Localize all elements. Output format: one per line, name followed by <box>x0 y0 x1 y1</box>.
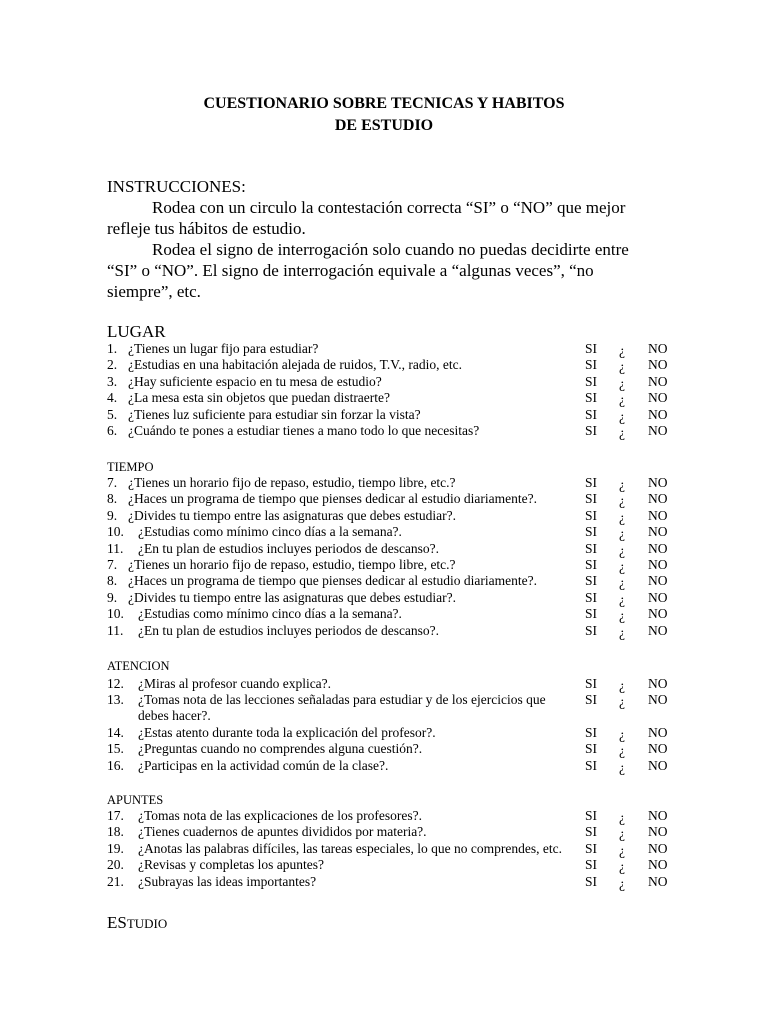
answer-maybe: ¿ <box>619 575 625 591</box>
answer-no: NO <box>648 573 668 589</box>
question-row <box>107 423 677 439</box>
answer-si: SI <box>585 589 598 605</box>
question-number: 2. <box>107 357 118 373</box>
question-number: 6. <box>107 423 118 438</box>
question-text: ¿Haces un programa de tiempo que pienses dedicar al estudio diariamente?. <box>128 573 537 589</box>
answer-maybe: ¿ <box>619 875 625 891</box>
question-text: ¿La mesa esta sin objetos que puedan distraerte? <box>128 390 391 406</box>
question-row <box>107 874 677 890</box>
instructions-paragraph-2: Rodea el signo de interrogación solo cuando no puedas decidirte entre “SI” o “NO”. El signo de interrogación equivale a “algunas veces”, “no siempre”, etc. <box>107 240 629 301</box>
question-row <box>107 676 677 692</box>
answer-maybe: ¿ <box>619 608 625 624</box>
answer-no: NO <box>648 557 668 572</box>
question-number: 15. <box>107 741 124 757</box>
question-number: 21. <box>107 873 124 889</box>
question-row <box>107 491 677 507</box>
question-row <box>107 341 677 357</box>
answer-no: NO <box>648 373 668 389</box>
answer-maybe: ¿ <box>619 759 625 775</box>
answer-si: SI <box>585 373 598 389</box>
answer-maybe: ¿ <box>619 477 625 492</box>
question-text: ¿Preguntas cuando no comprendes alguna cuestión?. <box>138 741 423 757</box>
instructions-heading: INSTRUCCIONES: <box>107 177 246 196</box>
answer-no: NO <box>648 491 668 507</box>
answer-si: SI <box>585 390 598 406</box>
section-title-lugar: LUGAR <box>107 322 166 341</box>
question-text: ¿Tienes un lugar fijo para estudiar? <box>128 341 319 356</box>
answer-maybe: ¿ <box>619 591 625 607</box>
question-text: ¿Anotas las palabras difíciles, las tareas especiales, lo que no comprendes, etc. <box>138 840 562 856</box>
answer-maybe: ¿ <box>619 343 625 358</box>
question-row <box>107 758 677 774</box>
section-title-tiempo: TIEMPO <box>107 460 154 474</box>
question-text: ¿Tienes un horario fijo de repaso, estudio, tiempo libre, etc.? <box>128 475 456 490</box>
question-row <box>107 541 677 557</box>
question-number: 18. <box>107 824 124 840</box>
answer-si: SI <box>585 741 598 757</box>
answer-si: SI <box>585 824 598 840</box>
question-row <box>107 606 677 622</box>
question-text: ¿Hay suficiente espacio en tu mesa de estudio? <box>128 373 382 389</box>
answer-no: NO <box>648 406 668 422</box>
estudio-cap: ES <box>107 913 127 932</box>
answer-maybe: ¿ <box>619 526 625 542</box>
answer-si: SI <box>585 491 598 507</box>
question-text: ¿Divides tu tiempo entre las asignaturas que debes estudiar?. <box>128 589 457 605</box>
question-row <box>107 524 677 540</box>
answer-no: NO <box>648 622 668 638</box>
question-text: ¿Subrayas las ideas importantes? <box>138 873 317 889</box>
question-number: 8. <box>107 573 118 589</box>
answer-no: NO <box>648 507 668 523</box>
question-row <box>107 573 677 589</box>
answer-si: SI <box>585 873 598 889</box>
answer-no: NO <box>648 341 668 356</box>
question-text: ¿En tu plan de estudios incluyes periodos de descanso?. <box>138 540 440 556</box>
question-text: ¿Estudias como mínimo cinco días a la semana?. <box>138 524 402 540</box>
question-row <box>107 741 677 757</box>
question-text: ¿Participas en la actividad común de la clase?. <box>138 757 389 773</box>
question-number: 8. <box>107 491 118 507</box>
question-number: 19. <box>107 840 124 856</box>
question-number: 7. <box>107 475 118 490</box>
answer-si: SI <box>585 724 598 740</box>
answer-si: SI <box>585 557 598 572</box>
answer-maybe: ¿ <box>619 359 625 375</box>
answer-maybe: ¿ <box>619 392 625 408</box>
answer-maybe: ¿ <box>619 542 625 558</box>
answer-maybe: ¿ <box>619 624 625 640</box>
answer-maybe: ¿ <box>619 425 625 440</box>
answer-no: NO <box>648 757 668 773</box>
section-title-apuntes: APUNTES <box>107 793 164 807</box>
answer-si: SI <box>585 676 598 691</box>
answer-no: NO <box>648 390 668 406</box>
answer-maybe: ¿ <box>619 559 625 574</box>
answer-no: NO <box>648 741 668 757</box>
question-text: ¿Tienes cuadernos de apuntes divididos por materia?. <box>138 824 427 840</box>
question-number: 5. <box>107 406 118 422</box>
answer-si: SI <box>585 857 598 873</box>
answer-maybe: ¿ <box>619 375 625 391</box>
answer-no: NO <box>648 808 668 823</box>
answer-si: SI <box>585 622 598 638</box>
answer-no: NO <box>648 692 668 708</box>
section-title-estudio <box>107 913 167 934</box>
answer-si: SI <box>585 606 598 622</box>
question-number: 9. <box>107 507 118 523</box>
question-row <box>107 692 677 724</box>
question-row <box>107 508 677 524</box>
question-number: 7. <box>107 557 118 572</box>
answer-no: NO <box>648 606 668 622</box>
answer-maybe: ¿ <box>619 678 625 693</box>
answer-si: SI <box>585 840 598 856</box>
question-number: 14. <box>107 724 124 740</box>
question-number: 20. <box>107 857 124 873</box>
question-number: 17. <box>107 808 124 823</box>
answer-no: NO <box>648 589 668 605</box>
answer-maybe: ¿ <box>619 694 625 710</box>
question-text: ¿Estudias en una habitación alejada de ruidos, T.V., radio, etc. <box>128 357 463 373</box>
section-title-atencion: ATENCION <box>107 659 170 673</box>
answer-si: SI <box>585 357 598 373</box>
question-number: 4. <box>107 390 118 406</box>
instructions-paragraph-1: Rodea con un circulo la contestación correcta “SI” o “NO” que mejor refleje tus hábitos de estudio. <box>107 198 626 238</box>
answer-si: SI <box>585 540 598 556</box>
question-number: 10. <box>107 606 124 622</box>
question-row <box>107 557 677 573</box>
answer-no: NO <box>648 676 668 691</box>
answer-no: NO <box>648 840 668 856</box>
answer-maybe: ¿ <box>619 826 625 842</box>
answer-no: NO <box>648 724 668 740</box>
answer-si: SI <box>585 808 598 823</box>
question-number: 3. <box>107 373 118 389</box>
answer-si: SI <box>585 406 598 422</box>
answer-maybe: ¿ <box>619 509 625 525</box>
question-number: 11. <box>107 540 124 556</box>
question-text: ¿Tomas nota de las lecciones señaladas para estudiar y de los ejercicios que <box>138 692 546 708</box>
question-text: ¿Tienes luz suficiente para estudiar sin forzar la vista? <box>128 406 421 422</box>
question-text: ¿Divides tu tiempo entre las asignaturas que debes estudiar?. <box>128 507 457 523</box>
answer-no: NO <box>648 357 668 373</box>
question-row <box>107 808 677 824</box>
answer-si: SI <box>585 341 598 356</box>
answer-maybe: ¿ <box>619 493 625 509</box>
question-text: ¿Tienes un horario fijo de repaso, estudio, tiempo libre, etc.? <box>128 557 456 572</box>
answer-no: NO <box>648 524 668 540</box>
question-number: 12. <box>107 676 124 691</box>
question-text: ¿Cuándo te pones a estudiar tienes a mano todo lo que necesitas? <box>128 423 480 438</box>
answer-no: NO <box>648 540 668 556</box>
question-number: 11. <box>107 622 124 638</box>
question-row <box>107 374 677 390</box>
question-number: 9. <box>107 589 118 605</box>
answer-maybe: ¿ <box>619 810 625 825</box>
answer-no: NO <box>648 423 668 438</box>
instructions-block <box>107 176 655 302</box>
question-text: ¿Haces un programa de tiempo que pienses dedicar al estudio diariamente?. <box>128 491 537 507</box>
question-text: ¿Revisas y completas los apuntes? <box>138 857 324 873</box>
question-row <box>107 857 677 873</box>
answer-no: NO <box>648 873 668 889</box>
answer-si: SI <box>585 524 598 540</box>
answer-maybe: ¿ <box>619 859 625 875</box>
question-number: 1. <box>107 341 118 356</box>
question-row <box>107 407 677 423</box>
document-title-line-2: DE ESTUDIO <box>334 117 434 134</box>
answer-no: NO <box>648 857 668 873</box>
question-text: ¿Tomas nota de las explicaciones de los profesores?. <box>138 808 422 823</box>
question-row <box>107 824 677 840</box>
question-text-continued: debes hacer?. <box>138 708 211 724</box>
question-number: 16. <box>107 757 124 773</box>
question-number: 13. <box>107 692 124 708</box>
answer-maybe: ¿ <box>619 408 625 424</box>
answer-no: NO <box>648 475 668 490</box>
answer-si: SI <box>585 423 598 438</box>
answer-si: SI <box>585 475 598 490</box>
question-text: ¿Miras al profesor cuando explica?. <box>138 676 332 691</box>
answer-si: SI <box>585 573 598 589</box>
estudio-rest: TUDIO <box>126 916 168 931</box>
answer-maybe: ¿ <box>619 726 625 742</box>
question-number: 10. <box>107 524 124 540</box>
question-row <box>107 357 677 373</box>
answer-si: SI <box>585 692 598 708</box>
document-title-line-1: CUESTIONARIO SOBRE TECNICAS Y HABITOS <box>203 95 565 112</box>
question-text: ¿En tu plan de estudios incluyes periodos de descanso?. <box>138 622 440 638</box>
question-row <box>107 590 677 606</box>
question-row <box>107 623 677 639</box>
question-text: ¿Estudias como mínimo cinco días a la semana?. <box>138 606 402 622</box>
answer-si: SI <box>585 507 598 523</box>
answer-si: SI <box>585 757 598 773</box>
question-row <box>107 475 677 491</box>
answer-maybe: ¿ <box>619 842 625 858</box>
question-row <box>107 390 677 406</box>
question-row <box>107 725 677 741</box>
question-text: ¿Estas atento durante toda la explicación del profesor?. <box>138 724 436 740</box>
question-row <box>107 841 677 857</box>
answer-no: NO <box>648 824 668 840</box>
answer-maybe: ¿ <box>619 743 625 759</box>
